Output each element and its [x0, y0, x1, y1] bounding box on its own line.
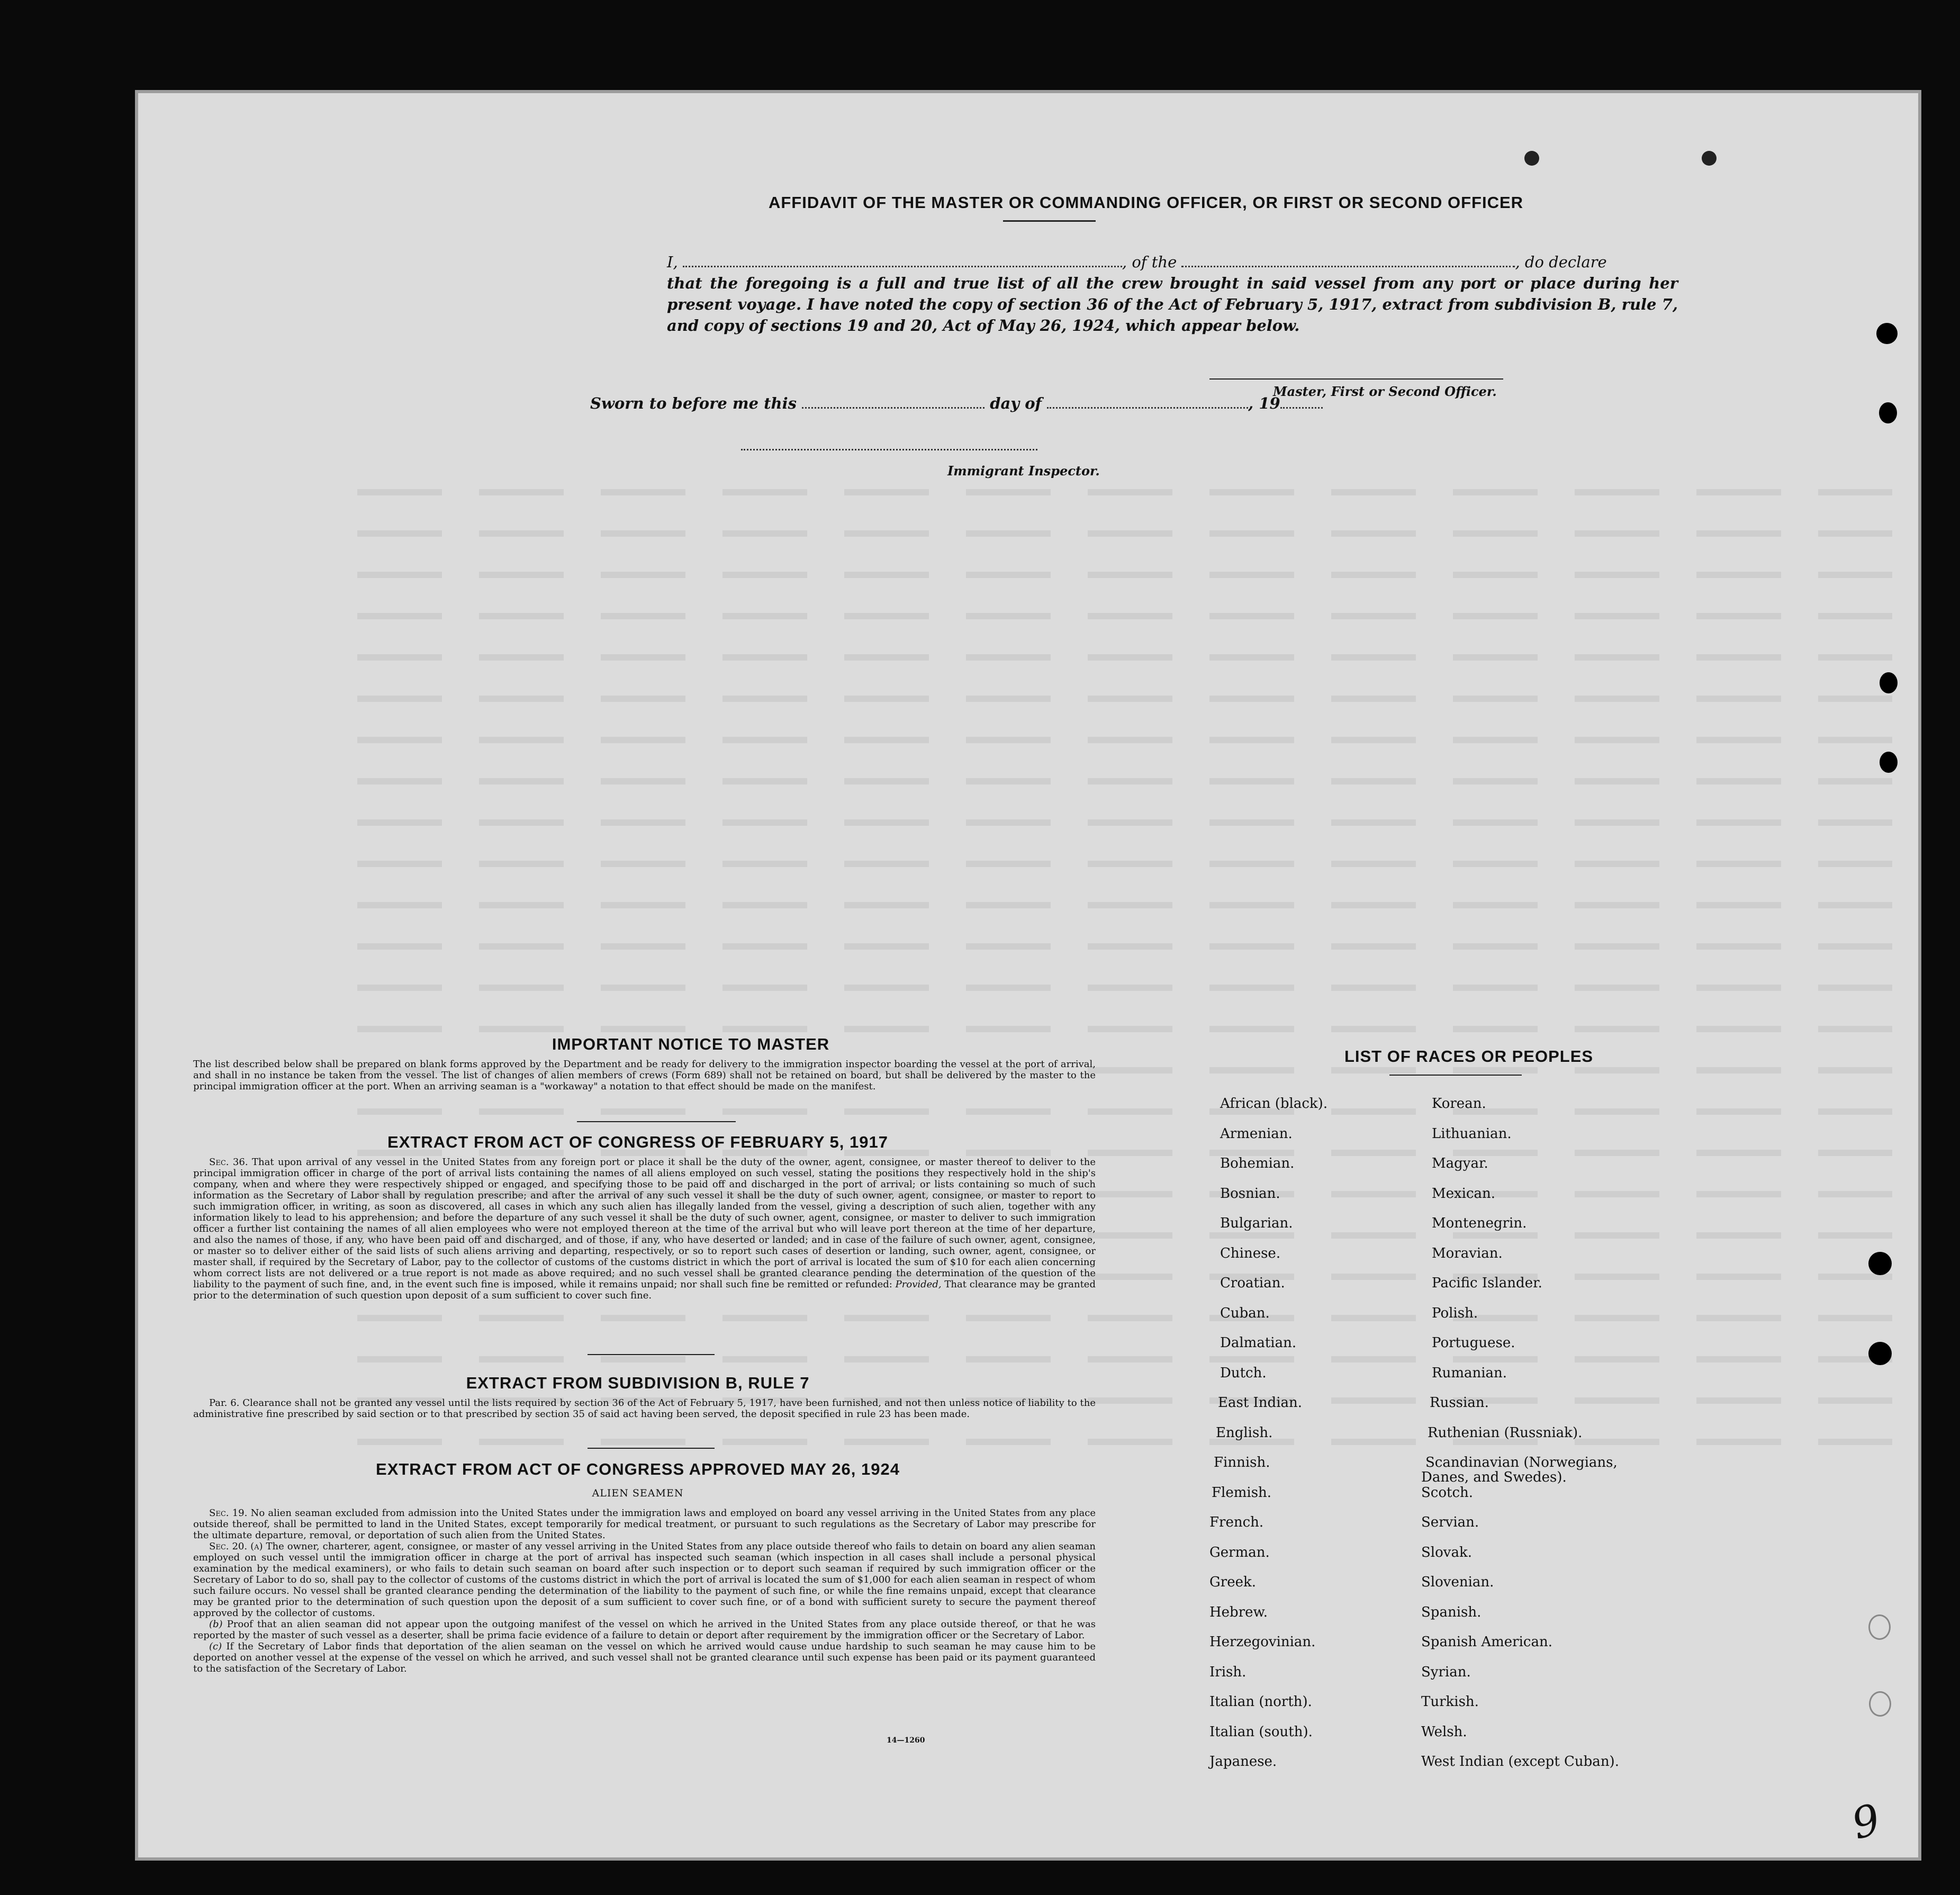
punch-hole	[1879, 402, 1897, 423]
race-item: West Indian (except Cuban).	[1421, 1754, 1619, 1770]
vessel-name-field[interactable]	[1181, 266, 1515, 267]
race-item: Moravian.	[1432, 1245, 1503, 1261]
race-item: Japanese.	[1209, 1754, 1277, 1770]
race-item: Italian (north).	[1209, 1694, 1312, 1710]
sec-20a-body: The owner, charterer, agent, consignee, or master of any vessel arriving in the United States from any place outside thereof who fails to detain on board any alien seaman employed on such vessel until the immigration officer in charge at the port of arrival has inspected such seaman (which inspection in all cases shall include a personal physical examination by the medical examiners), or who fails to detain such seaman on board after such inspection or to deport such seaman if required by such immigration officer or the Secretary of Labor to do so, shall pay to the collector of customs of the customs district in which the port of arrival is located the sum of $1,000 for each alien seaman in respect of whom such failure occurs. No vessel shall be granted clearance pending the determination of the liability to the payment of such fine, or while the fine remains unpaid, except that clearance may be granted prior to the determination of such question upon the deposit of a sum sufficient to cover such fine, or of a bond with sufficient surety to secure the payment thereof approved by the collector of customs.	[193, 1541, 1096, 1619]
race-item: African (black).	[1220, 1096, 1328, 1112]
race-item: English.	[1216, 1424, 1273, 1441]
race-item: French.	[1209, 1514, 1264, 1530]
race-item: Spanish.	[1421, 1604, 1482, 1620]
race-item: East Indian.	[1218, 1395, 1303, 1411]
sec-19	[193, 1508, 1096, 1541]
divider	[1003, 220, 1096, 222]
rule7-title: EXTRACT FROM SUBDIVISION B, RULE 7	[466, 1374, 810, 1392]
race-item: Armenian.	[1220, 1125, 1293, 1142]
race-item: Bosnian.	[1220, 1185, 1280, 1202]
race-item: Croatian.	[1220, 1275, 1285, 1291]
punch-hole	[1880, 752, 1898, 773]
race-item: Irish.	[1209, 1664, 1247, 1680]
affidavit-i: I,	[667, 253, 678, 271]
year-prefix: , 19	[1248, 394, 1280, 412]
race-item: Spanish American.	[1421, 1634, 1553, 1650]
race-item: Bohemian.	[1220, 1156, 1295, 1171]
sec-20a	[193, 1541, 1096, 1619]
sec-20c-body: If the Secretary of Labor finds that deportation of the alien seaman on the vessel on which he arrived would cause undue hardship to such seaman he may cause him to be deported on another vessel at the expense of the vessel on which he arrived, and such vessel shall not be granted clearance until such expense has been paid or its payment guaranteed to the satisfaction of the Secretary of Labor.	[193, 1641, 1096, 1674]
sec-20c	[193, 1641, 1096, 1674]
race-item: Flemish.	[1212, 1484, 1272, 1501]
race-item: Servian.	[1421, 1514, 1479, 1530]
extract-1917-title: EXTRACT FROM ACT OF CONGRESS OF FEBRUARY 5, 1917	[387, 1133, 888, 1151]
extract-1924-title: EXTRACT FROM ACT OF CONGRESS APPROVED MAY 26, 1924	[376, 1460, 900, 1478]
race-item: Scandinavian (Norwegians,	[1425, 1455, 1618, 1470]
sworn-month-field[interactable]	[1047, 407, 1248, 409]
punch-hole	[1868, 1252, 1892, 1275]
affidavit-body: that the foregoing is a full and true list of all the crew brought in said vessel from any port or place during her present voyage. I have noted the copy of section 36 of the Act of February 5, 1917, extract from subdivision B, rule 7, and copy of sections 19 and 20, Act of May 26, 1924, which appear below.	[667, 274, 1678, 335]
sec-20c-label: (c)	[209, 1641, 222, 1652]
sworn-year-field[interactable]	[1280, 407, 1323, 409]
notice-title: IMPORTANT NOTICE TO MASTER	[552, 1035, 830, 1053]
race-item: Scotch.	[1421, 1484, 1474, 1501]
punch-hole	[1876, 323, 1898, 344]
race-item: Welsh.	[1421, 1723, 1467, 1740]
sworn-line	[590, 394, 1323, 412]
punch-hole	[1869, 1691, 1891, 1717]
inspector-signature-line[interactable]	[741, 449, 1037, 450]
race-item: Chinese.	[1220, 1245, 1281, 1261]
divider	[588, 1354, 715, 1355]
sec-20b-label: (b)	[209, 1619, 223, 1630]
extract-1924-text	[193, 1508, 1096, 1674]
race-item: Herzegovinian.	[1209, 1634, 1316, 1650]
divider	[577, 1121, 736, 1122]
races-title: LIST OF RACES OR PEOPLES	[1344, 1047, 1594, 1066]
master-signature-line[interactable]	[1209, 378, 1503, 380]
race-item: Korean.	[1432, 1096, 1486, 1112]
form-number: 14—1260	[887, 1736, 925, 1745]
affidavit-title: AFFIDAVIT OF THE MASTER OR COMMANDING OFFICER, OR FIRST OR SECOND OFFICER	[768, 193, 1524, 212]
race-item: Syrian.	[1421, 1664, 1471, 1680]
inspector-label: Immigrant Inspector.	[947, 463, 1100, 479]
affidavit-of-the: , of the	[1122, 253, 1177, 271]
race-item: Hebrew.	[1209, 1604, 1268, 1620]
affidavit-do-declare: , do declare	[1515, 253, 1607, 271]
race-item: German.	[1209, 1544, 1270, 1560]
affidavit-declaration-line	[540, 251, 1678, 273]
sworn-day-field[interactable]	[802, 407, 984, 409]
day-of-label: day of	[990, 394, 1042, 412]
race-item: Greek.	[1209, 1574, 1256, 1590]
proviso-label: Provided,	[895, 1279, 942, 1290]
race-item: Montenegrin.	[1432, 1215, 1527, 1231]
race-item: Polish.	[1432, 1305, 1478, 1321]
punch-hole	[1880, 672, 1898, 693]
race-item: Cuban.	[1220, 1305, 1270, 1321]
race-item: Rumanian.	[1432, 1365, 1507, 1381]
sec-19-label: Sec. 19.	[209, 1508, 248, 1519]
race-item: Lithuanian.	[1432, 1125, 1512, 1142]
race-item: Turkish.	[1421, 1694, 1479, 1710]
master-label: Master, First or Second Officer.	[1273, 384, 1497, 399]
race-item: Slovak.	[1421, 1544, 1472, 1560]
divider	[1389, 1075, 1522, 1076]
sworn-prefix: Sworn to before me this	[590, 394, 797, 412]
proviso-text: That clearance may be granted prior to the determination of such question upon deposit of a sum sufficient to cover such fine.	[193, 1279, 1096, 1301]
race-item: Dalmatian.	[1220, 1335, 1297, 1351]
extract-1917-text	[193, 1157, 1096, 1301]
race-item: Ruthenian (Russniak).	[1428, 1424, 1583, 1441]
affidavit-block	[540, 251, 1678, 336]
race-item: Finnish.	[1214, 1455, 1270, 1470]
sec-36-body: That upon arrival of any vessel in the United States from any foreign port or place it shall be the duty of the owner, agent, consignee, or master thereof to deliver to the principal immigration officer in charge of the port of arrival lists containing the names of all aliens employed on such vessel, stating the positions they respectively hold in the ship's company, when and where they were respectively shipped or engaged, and specifying those to be paid off and discharged in the port of arrival; or lists containing so much of such information as the Secretary of Labor shall by regulation prescribe; and after the arrival of any such vessel it shall be the duty of such owner, agent, consignee, or master to report to such immigration officer, in writing, as soon as discovered, all cases in which any such alien has illegally landed from the vessel, giving a description of such alien, together with any information likely to lead to his apprehension; and before the departure of any such vessel it shall be the duty of such owner, agent, consignee, or master to deliver to such immigration officer a further list containing the names of all alien employees who were not employed thereon at the time of the arrival but who will leave port thereon at the time of her departure, and also the names of those, if any, who have been paid off and discharged, and of those, if any, who have deserted or landed; and in case of the failure of such owner, agent, consignee, or master so to deliver either of the said lists of such aliens arriving and departing, respectively, or so to report such cases of desertion or landing, such owner, agent, consignee, or master shall, if required by the Secretary of Labor, pay to the collector of customs of the customs district in which the port of arrival is located the sum of $10 for each alien concerning whom correct lists are not delivered or a true report is not made as above required; and no such vessel shall be granted clearance pending the determination of the question of the liability to the payment of such fine, and, in the event such fine is imposed, while it remains unpaid; nor shall such fine be remitted or refunded:	[193, 1157, 1096, 1290]
handwritten-page-mark: 9	[1846, 1794, 1886, 1849]
alien-seamen-subtitle: ALIEN SEAMEN	[592, 1487, 684, 1499]
race-item: Danes, and Swedes).	[1421, 1469, 1567, 1485]
bleed-through-rows	[357, 471, 1892, 1466]
divider	[588, 1448, 715, 1449]
race-item: Bulgarian.	[1220, 1215, 1293, 1231]
sec-36-label: Sec. 36.	[209, 1157, 248, 1168]
document-page	[135, 90, 1921, 1861]
race-item: Slovenian.	[1421, 1574, 1494, 1590]
sec-20b	[193, 1619, 1096, 1641]
punch-hole	[1868, 1614, 1891, 1640]
race-item: Pacific Islander.	[1432, 1275, 1542, 1291]
ink-spot	[1524, 151, 1539, 166]
race-item: Portuguese.	[1432, 1335, 1515, 1351]
master-name-field[interactable]	[683, 266, 1122, 267]
race-item: Italian (south).	[1209, 1723, 1313, 1740]
sec-20a-label: Sec. 20. (a)	[209, 1541, 263, 1552]
sec-20b-body: Proof that an alien seaman did not appear upon the outgoing manifest of the vessel on which he arrived in the United States from any place outside thereof, or that he was reported by the master of such vessel as a deserter, shall be prima facie evidence of a failure to detain or deport after requirement by the immigration officer or the Secretary of Labor.	[193, 1619, 1096, 1641]
race-item: Magyar.	[1432, 1156, 1488, 1171]
race-item: Russian.	[1430, 1395, 1489, 1411]
ink-spot	[1702, 151, 1717, 166]
notice-text: The list described below shall be prepared on blank forms approved by the Department and be ready for delivery to the immigration inspector boarding the vessel at the port of arrival, and shall in no instance be taken from the vessel. The list of changes of alien members of crews (Form 689) shall not be retained on board, but shall be delivered by the master to the principal immigration officer at the port. When an arriving seaman is a "workaway" a notation to that effect should be made on the manifest.	[193, 1059, 1096, 1092]
race-item: Dutch.	[1220, 1365, 1267, 1381]
race-item: Mexican.	[1432, 1185, 1496, 1202]
rule7-text: Par. 6. Clearance shall not be granted any vessel until the lists required by section 36 of the Act of February 5, 1917, have been furnished, and not then unless notice of liability to the administrative fine prescribed by said section or to that prescribed by section 35 of said act having been served, the deposit specified in rule 23 has been made.	[193, 1397, 1096, 1420]
sec-19-body: No alien seaman excluded from admission into the United States under the immigration laws and employed on board any vessel arriving in the United States from any place outside thereof, shall be permitted to land in the United States, except temporarily for medical treatment, or pursuant to such regulations as the Secretary of Labor may prescribe for the ultimate departure, removal, or deportation of such alien from the United States.	[193, 1508, 1096, 1541]
punch-hole	[1868, 1342, 1892, 1365]
